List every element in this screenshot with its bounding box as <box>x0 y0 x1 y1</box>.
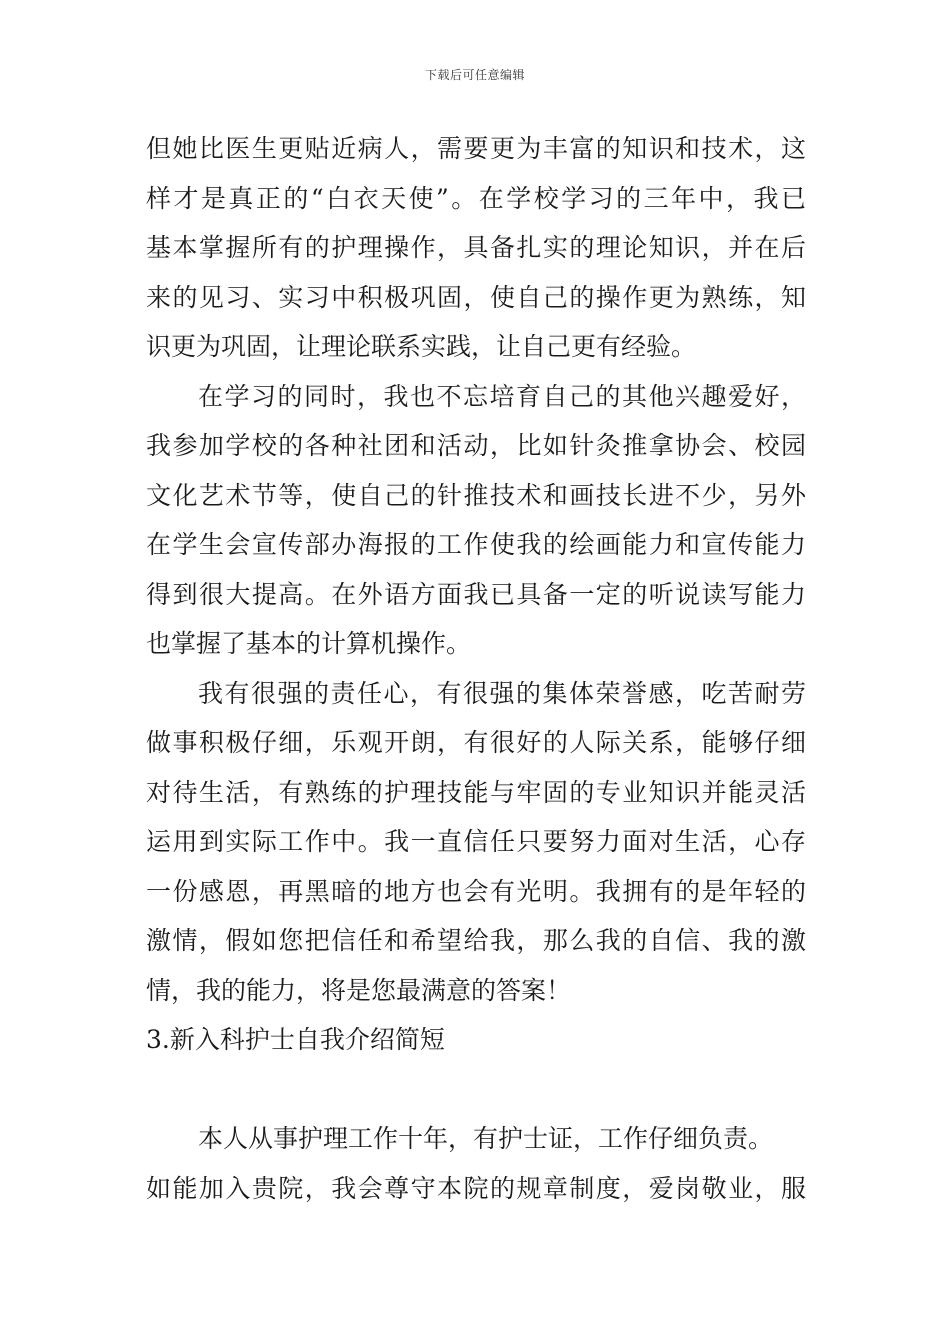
text-line: 我有很强的责任心，有很强的集体荣誉感，吃苦耐劳 <box>198 678 806 708</box>
text-line: 运用到实际工作中。我一直信任只要努力面对生活，心存 <box>146 827 806 856</box>
text-line: 本人从事护理工作十年，有护士证，工作仔细负责。 <box>198 1124 774 1153</box>
text-line: 激情，假如您把信任和希望给我，那么我的自信、我的激 <box>146 926 806 955</box>
text-line: 识更为巩固，让理论联系实践，让自己更有经验。 <box>146 332 697 361</box>
text-line: 也掌握了基本的计算机操作。 <box>146 629 472 658</box>
text-line: 对待生活，有熟练的护理技能与牢固的专业知识并能灵活 <box>146 777 806 807</box>
paragraph-1 <box>146 124 806 372</box>
text-line: 文化艺术节等，使自己的针推技术和画技长进不少，另外 <box>146 480 806 510</box>
section-paragraph <box>146 1114 806 1213</box>
text-line: 在学习的同时，我也不忘培育自己的其他兴趣爱好， <box>198 381 806 411</box>
document-body <box>146 124 806 1213</box>
text-line: 样才是真正的“白衣天使”。在学校学习的三年中，我已 <box>146 183 806 213</box>
text-line: 在学生会宣传部办海报的工作使我的绘画能力和宣传能力 <box>146 530 806 559</box>
text-line: 做事积极仔细，乐观开朗，有很好的人际关系，能够仔细 <box>146 728 806 757</box>
text-line: 来的见习、实习中积极巩固，使自己的操作更为熟练，知 <box>146 282 806 312</box>
text-line: 得到很大提高。在外语方面我已具备一定的听说读写能力 <box>146 579 806 609</box>
text-line: 我参加学校的各种社团和活动，比如针灸推拿协会、校园 <box>146 431 806 460</box>
blank-line <box>146 1065 806 1115</box>
text-line: 情，我的能力，将是您最满意的答案！ <box>146 975 572 1005</box>
text-line: 一份感恩，再黑暗的地方也会有光明。我拥有的是年轻的 <box>146 876 806 906</box>
text-line: 如能加入贵院，我会尊守本院的规章制度，爱岗敬业，服 <box>146 1173 806 1203</box>
page-header: 下载后可任意编辑 <box>424 68 525 82</box>
text-line: 但她比医生更贴近病人，需要更为丰富的知识和技术，这 <box>146 134 806 163</box>
paragraph-2 <box>146 372 806 669</box>
paragraph-3 <box>146 669 806 1016</box>
text-line: 基本掌握所有的护理操作，具备扎实的理论知识，并在后 <box>146 233 806 262</box>
section-heading: 3.新入科护士自我介绍简短 <box>146 1025 445 1054</box>
